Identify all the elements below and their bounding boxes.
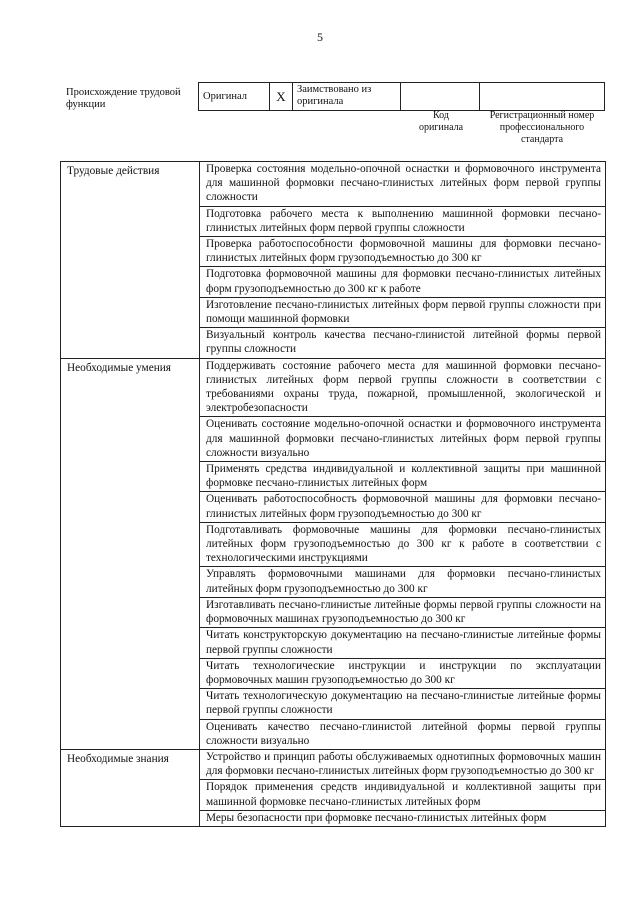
page-number: 5 (317, 30, 323, 44)
table-row (61, 162, 606, 207)
section-item: Проверка работоспособности формовочной машины для формовки песчано-глинистых литейных форм грузоподъемностью до 300 кг (200, 237, 606, 267)
section-item: Оценивать работоспособность формовочной машины для формовки песчано-глинистых литейных форм грузоподъемностью до 300 кг (200, 492, 606, 522)
table-row (61, 358, 606, 417)
functions-table (60, 161, 606, 827)
section-item: Читать конструкторскую документацию на песчано-глинистые литейные формы первой группы сложности (200, 628, 606, 658)
section-item: Читать технологические инструкции и инструкции по эксплуатации формовочных машин грузоподъемностью до 300 кг (200, 658, 606, 688)
origin-label: Происхождение трудовой функции (66, 87, 181, 110)
section-item: Управлять формовочными машинами для формовки песчано-глинистых литейных форм грузоподъемностью до 300 кг (200, 567, 606, 597)
section-item: Подготавливать формовочные машины для формовки песчано-глинистых литейных форм грузоподъемностью до 300 кг к работе в соответствии с технологическими инструкциями (200, 522, 606, 567)
section-item: Меры безопасности при формовке песчано-глинистых литейных форм (200, 810, 606, 826)
section-item: Порядок применения средств индивидуальной и коллективной защиты при машинной формовке песчано-глинистых литейных форм (200, 780, 606, 810)
section-item: Визуальный контроль качества песчано-глинистой литейной формы первой группы сложности (200, 328, 606, 358)
section-item: Оценивать качество песчано-глинистой литейной формы первой группы сложности визуально (200, 719, 606, 749)
original-mark: X (270, 83, 293, 111)
section-item: Применять средства индивидуальной и коллективной защиты при машинной формовке песчано-глинистых литейных форм (200, 462, 606, 492)
origin-table (198, 82, 605, 111)
section-title: Трудовые действия (61, 162, 200, 359)
registration-caption: Регистрационный номер профессионального стандарта (489, 110, 595, 145)
section-item: Устройство и принцип работы обслуживаемых однотипных формовочных машин для формовки песчано-глинистых литейных форм грузоподъемностью до 300 кг (200, 749, 606, 779)
section-item: Читать технологическую документацию на песчано-глинистые литейные формы первой группы сложности (200, 689, 606, 719)
section-item: Проверка состояния модельно-опочной оснастки и формовочного инструмента для машинной формовки песчано-глинистых литейных форм первой группы сложности (200, 162, 606, 207)
original-code-cell (401, 83, 480, 111)
section-item: Оценивать состояние модельно-опочной оснастки и формовочного инструмента для машинной формовки песчано-глинистых литейных форм первой группы сложности визуально (200, 417, 606, 462)
code-caption: Код оригинала (418, 110, 464, 133)
original-label: Оригинал (199, 83, 270, 111)
registration-number-cell (480, 83, 605, 111)
section-item: Изготавливать песчано-глинистые литейные формы первой группы сложности на формовочных машинах грузоподъемностью до 300 кг (200, 597, 606, 627)
section-title: Необходимые умения (61, 358, 200, 749)
section-item: Подготовка рабочего места к выполнению машинной формовки песчано-глинистых литейных форм первой группы сложности (200, 206, 606, 236)
section-title: Необходимые знания (61, 749, 200, 826)
borrowed-label: Заимствовано из оригинала (293, 83, 401, 111)
table-row (61, 749, 606, 779)
section-item: Изготовление песчано-глинистых литейных форм первой группы сложности при помощи машинной формовки (200, 297, 606, 327)
section-item: Подготовка формовочной машины для формовки песчано-глинистых литейных форм грузоподъемностью до 300 кг к работе (200, 267, 606, 297)
section-item: Поддерживать состояние рабочего места для машинной формовки песчано-глинистых литейных форм первой группы сложности в соответствии с требованиями охраны труда, пожарной, промышленной, экологической и электробезопасности (200, 358, 606, 417)
